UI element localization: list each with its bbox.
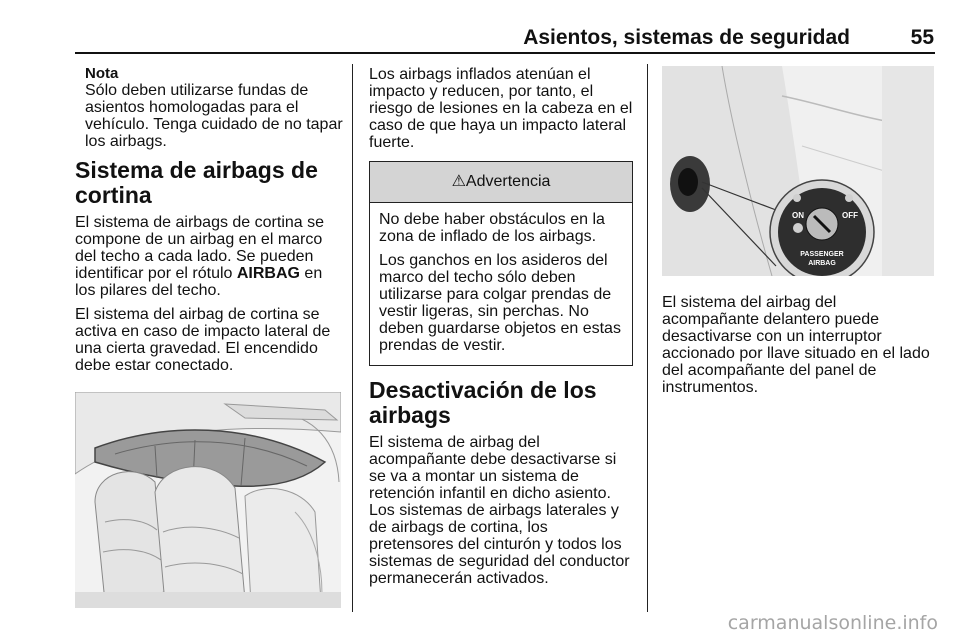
paragraph: Los airbags inflados atenúan el impacto y reducen, por tanto, el riesgo de lesiones en la cabeza en el caso de que haya un impacto lateral fuerte. [369, 66, 633, 151]
column-2 [369, 66, 633, 594]
curtain-airbag-illustration [75, 392, 341, 608]
column-3 [662, 294, 934, 403]
section-title-curtain-airbags: Sistema de airbags de cortina [75, 157, 318, 208]
paragraph: El sistema de airbags de cortina se compone de un airbag en el marco del techo a cada lado. Se pueden identificar por el rótulo AIRBAG en los pilares del techo. [75, 214, 325, 299]
paragraph: El sistema del airbag de cortina se activa en caso de impacto lateral de una cierta gravedad. El encendido debe estar conectado. [75, 306, 331, 374]
paragraph: El sistema del airbag del acompañante delantero puede desactivarse con un interruptor accionado por llave situado en el lado del acompañante del panel de instrumentos. [662, 294, 930, 396]
note-text: Sólo deben utilizarse fundas de asientos homologadas para el vehículo. Tenga cuidado de no tapar los airbags. [85, 82, 343, 150]
switch-off-label: OFF [842, 211, 858, 220]
page-number: 55 [910, 26, 934, 49]
airbag-switch-illustration [662, 66, 934, 276]
paragraph: El sistema de airbag del acompañante debe desactivarse si se va a montar un sistema de retención infantil en dicho asiento. Los sistemas de airbags laterales y de airbags de cortina, los pretensores del cinturón y todos los sistemas de seguridad del conductor permanecerán activados. [369, 434, 630, 587]
header-title: Asientos, sistemas de seguridad [523, 26, 850, 49]
warning-text: Los ganchos en los asideros del marco del techo sólo deben utilizarse para colgar prendas de vestir ligeras, sin perchas. No deben guardarse objetos en estas prendas de vestir. [379, 252, 621, 354]
warning-header [370, 162, 632, 203]
warning-body [370, 203, 632, 365]
section-title-deactivation: Desactivación de los airbags [369, 377, 597, 428]
switch-caption-1: PASSENGER [800, 251, 844, 258]
column-divider-2 [647, 64, 648, 612]
warning-title: Advertencia [465, 173, 551, 190]
note-label: Nota [85, 65, 119, 82]
note-block [75, 66, 343, 150]
warning-box [369, 161, 633, 366]
watermark: carmanualsonline.info [727, 612, 938, 634]
column-1 [75, 66, 343, 381]
airbag-label: AIRBAG [236, 265, 300, 282]
warning-text: No debe haber obstáculos en la zona de inflado de los airbags. [379, 211, 605, 245]
header-rule [75, 52, 935, 54]
switch-caption-2: AIRBAG [808, 260, 836, 267]
column-divider-1 [352, 64, 353, 612]
warning-icon: ⚠ [451, 173, 466, 190]
switch-on-label: ON [792, 211, 804, 220]
